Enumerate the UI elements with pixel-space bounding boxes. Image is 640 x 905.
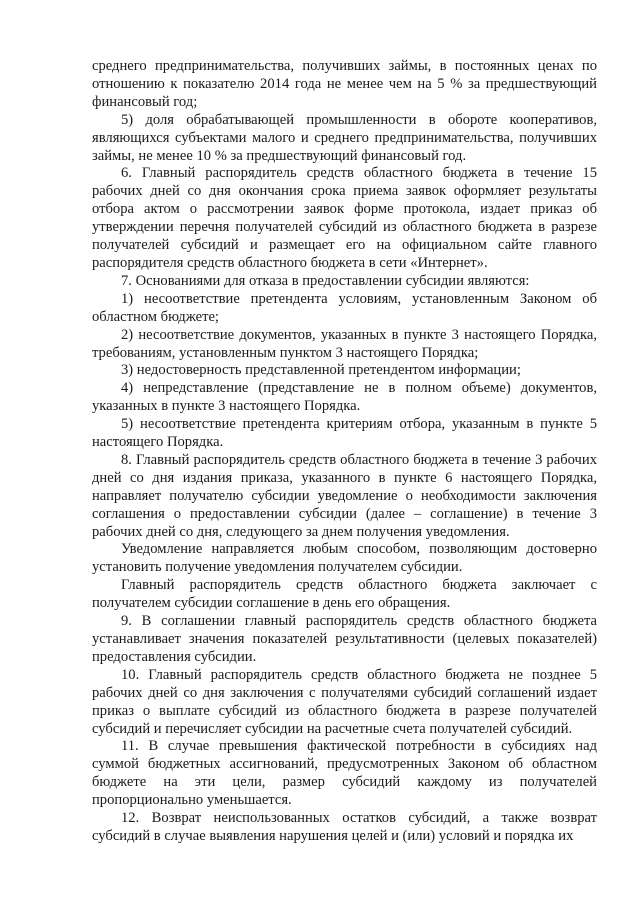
paragraph-refusal-reason-1: 1) несоответствие претендента условиям, установленным Законом об областном бюджете; bbox=[92, 290, 597, 325]
paragraph-clause-10: 10. Главный распорядитель средств областного бюджета не позднее 5 рабочих дней со дня заключения с получателями субсидий соглашений издает приказ о выплате субсидий из областного бюджета в разрезе получателей субсидий и перечисляет субсидии на расчетные счета получателей субсидий. bbox=[92, 666, 597, 737]
paragraph-clause-11: 11. В случае превышения фактической потребности в субсидиях над суммой бюджетных ассигнований, предусмотренных Законом об областном бюджете на эти цели, размер субсидий каждому из получателей пропорционально уменьшается. bbox=[92, 738, 597, 809]
paragraph-agreement: Главный распорядитель средств областного бюджета заключает с получателем субсидии соглашение в день его обращения. bbox=[92, 577, 597, 612]
paragraph-clause-9: 9. В соглашении главный распорядитель средств областного бюджета устанавливает значения показателей результативности (целевых показателей) предоставления субсидии. bbox=[92, 613, 597, 665]
paragraph-refusal-reason-5: 5) несоответствие претендента критериям отбора, указанным в пункте 5 настоящего Порядка. bbox=[92, 416, 597, 451]
paragraph-refusal-reason-3: 3) недостоверность представленной претендентом информации; bbox=[121, 362, 521, 379]
paragraph-refusal-reason-2: 2) несоответствие документов, указанных в пункте 3 настоящего Порядка, требованиям, установленным пунктом 3 настоящего Порядка; bbox=[92, 326, 597, 361]
paragraph-clause-6: 6. Главный распорядитель средств областного бюджета в течение 15 рабочих дней со дня окончания срока приема заявок оформляет результаты отбора актом о рассмотрении заявок форме протокола, издает приказ об утверждении перечня получателей субсидий из областного бюджета в разрезе получателей субсидий и размещает его на официальном сайте главного распорядителя средств областного бюджета в сети «Интернет». bbox=[92, 165, 597, 271]
paragraph-clause-12: 12. Возврат неиспользованных остатков субсидий, а также возврат субсидий в случае выявления нарушения целей и (или) условий и порядка их bbox=[92, 810, 597, 844]
paragraph-continuation: среднего предпринимательства, получивших займы, в постоянных ценах по отношению к показателю 2014 года не менее чем на 5 % за предшествующий финансовый год; bbox=[92, 58, 597, 110]
paragraph-notification: Уведомление направляется любым способом, позволяющим достоверно установить получение уведомления получателем субсидии. bbox=[92, 541, 597, 576]
document-body bbox=[92, 58, 597, 846]
paragraph-clause-7: 7. Основаниями для отказа в предоставлении субсидии являются: bbox=[121, 272, 530, 289]
paragraph-refusal-reason-4: 4) непредставление (представление не в полном объеме) документов, указанных в пункте 3 настоящего Порядка. bbox=[92, 380, 597, 415]
paragraph-item-5-manufacturing-share: 5) доля обрабатывающей промышленности в обороте кооперативов, являющихся субъектами малого и среднего предпринимательства, получивших займы, не менее 10 % за предшествующий финансовый год. bbox=[92, 111, 597, 164]
paragraph-clause-8: 8. Главный распорядитель средств областного бюджета в течение 3 рабочих дней со дня издания приказа, указанного в пункте 6 настоящего Порядка, направляет получателю субсидии уведомление о необходимости заключения соглашения о предоставлении субсидии (далее – соглашение) в течение 3 рабочих дней со дня, следующего за днем получения уведомления. bbox=[92, 451, 597, 540]
